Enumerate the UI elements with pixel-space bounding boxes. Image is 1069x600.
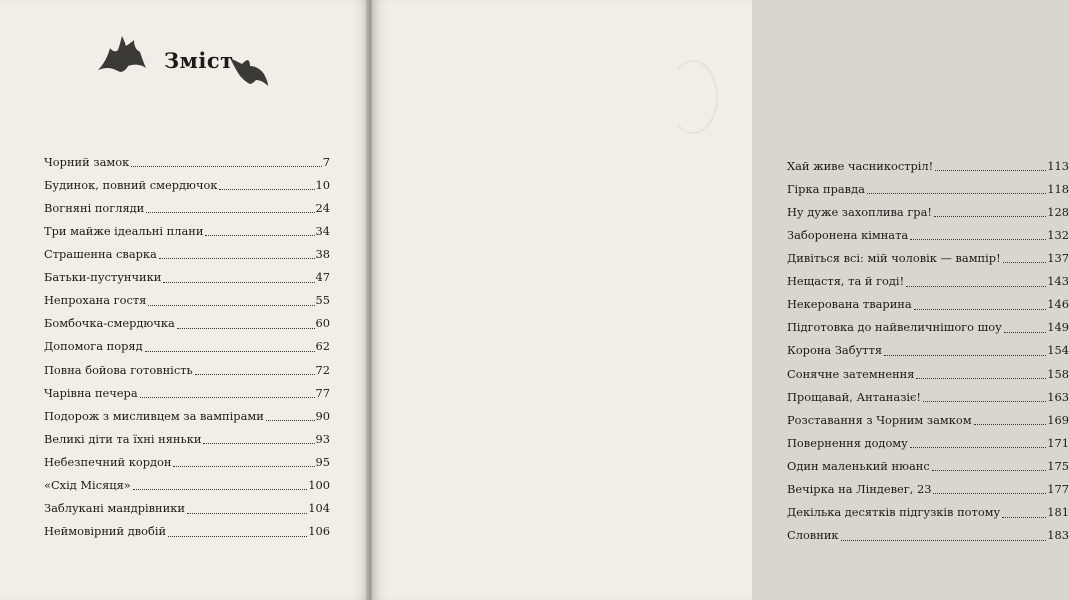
toc-entry [44,145,330,168]
page-number: 146 [1047,297,1069,312]
page-number: 113 [1047,158,1069,173]
show-through-ornament [668,60,718,134]
toc-entry [787,195,1069,218]
dot-leader [148,305,314,306]
page-number: 90 [315,408,330,423]
page-number: 104 [308,501,330,516]
page-number: 118 [1047,181,1069,196]
page-number: 62 [315,339,330,354]
chapter-title: Заборонена кімната [787,227,909,242]
toc-entry [44,353,330,376]
chapter-title: Три майже ідеальні плани [44,223,204,238]
chapter-title: Підготовка до найвеличнішого шоу [787,320,1002,335]
chapter-title: Непрохана гостя [44,293,147,308]
dot-leader [163,282,314,283]
chapter-title: Великі діти та їхні няньки [44,431,202,446]
dot-leader [195,374,315,375]
dot-leader [916,378,1046,379]
left-page [0,0,368,600]
page-number: 7 [322,154,330,169]
toc-entry [787,519,1069,542]
page-number: 128 [1047,204,1069,219]
page-number: 38 [315,247,330,262]
toc-entry [787,311,1069,334]
chapter-title: Вогняні погляди [44,200,145,215]
dot-leader [933,493,1046,494]
chapter-title: Бомбочка-смердючка [44,316,175,331]
dot-leader [910,447,1046,448]
page-number: 55 [315,293,330,308]
toc-left-list [44,145,330,538]
bat-icon [96,34,148,74]
toc-entry [787,172,1069,195]
chapter-title: Чарівна печера [44,385,138,400]
chapter-title: Ну дуже захоплива гра! [787,204,932,219]
dot-leader [133,489,308,490]
chapter-title: Небезпечний кордон [44,454,172,469]
dot-leader [1002,517,1046,518]
chapter-title: Заблукані мандрівники [44,501,185,516]
page-number: 60 [315,316,330,331]
page-number: 183 [1047,528,1069,543]
page-number: 93 [315,431,330,446]
toc-entry [787,334,1069,357]
page-title: Зміст [164,48,234,73]
dot-leader [168,536,307,537]
dot-leader [145,351,315,352]
toc-right-list [787,149,1069,542]
dot-leader [203,443,314,444]
toc-entry [787,495,1069,518]
dot-leader [923,401,1046,402]
page-number: 100 [308,478,330,492]
chapter-title: Страшенна сварка [44,247,157,262]
toc-entry [44,468,330,491]
dot-leader [173,466,314,467]
dot-leader [205,235,314,236]
page-number: 47 [315,270,330,285]
dot-leader [932,470,1046,471]
toc-entry [44,214,330,237]
toc-entry [44,491,330,514]
page-number: 95 [315,454,330,469]
toc-entry [787,426,1069,449]
page-number: 175 [1047,458,1069,473]
toc-entry [787,403,1069,426]
toc-entry [44,168,330,191]
page-number: 154 [1047,343,1069,358]
dot-leader [841,540,1047,541]
dot-leader [187,513,307,514]
dot-leader [910,239,1046,240]
toc-entry [787,449,1069,472]
toc-entry [787,288,1069,311]
chapter-title: Розставання з Чорним замком [787,412,972,427]
chapter-title: Дивіться всі: мій чоловік — вампір! [787,251,1001,266]
toc-entry [787,149,1069,172]
chapter-title: Гірка правда [787,181,865,196]
chapter-title: Прощавай, Антаназіє! [787,389,922,404]
toc-entry [44,445,330,468]
chapter-title: Повернення додому [787,435,908,450]
page-number: 137 [1047,251,1069,266]
chapter-title: Декілька десятків підгузків потому [787,505,1001,520]
chapter-title: Вечірка на Ліндевег, 23 [787,482,932,496]
page-number: 106 [308,524,330,539]
toc-entry [787,264,1069,287]
toc-entry [44,422,330,445]
dot-leader [914,309,1047,310]
page-number: 158 [1047,366,1069,381]
toc-entry [44,284,330,307]
page-number: 34 [315,223,330,238]
dot-leader [884,355,1046,356]
toc-entry [44,376,330,399]
chapter-title: Хай живе часникостріл! [787,158,934,173]
chapter-title: Батьки-пустунчики [44,270,162,285]
dot-leader [131,166,322,167]
dot-leader [140,397,315,398]
chapter-title: Корона Забуття [787,343,883,358]
toc-entry [787,472,1069,495]
chapter-title: Подорож з мисливцем за вампірами [44,408,264,423]
chapter-title: Словник [787,528,839,543]
dot-leader [934,216,1046,217]
toc-entry [787,357,1069,380]
page-number: 163 [1047,389,1069,404]
chapter-title: Неймовірний двобій [44,524,167,539]
page-number: 24 [315,200,330,215]
chapter-title: Чорний замок [44,154,130,169]
dot-leader [1003,262,1047,263]
page-number: 72 [315,362,330,377]
page-number: 143 [1047,274,1069,289]
dot-leader [974,424,1047,425]
page-number: 181 [1047,505,1069,520]
dot-leader [219,189,314,190]
page-number: 169 [1047,412,1069,427]
chapter-title: Некерована тварина [787,297,912,312]
toc-entry [44,260,330,283]
dot-leader [146,212,314,213]
chapter-title: Будинок, повний смердючок [44,177,218,192]
toc-entry [787,218,1069,241]
toc-entry [44,515,330,538]
dot-leader [159,258,315,259]
dot-leader [867,193,1046,194]
page-number: 10 [315,177,330,192]
chapter-title: Нещастя, та й годі! [787,274,905,289]
page-number: 177 [1047,482,1069,496]
toc-entry [44,307,330,330]
toc-entry [44,191,330,214]
toc-entry [787,380,1069,403]
dot-leader [906,286,1046,287]
chapter-title: Повна бойова готовність [44,362,193,377]
bat-icon [228,52,270,88]
toc-entry [44,330,330,353]
toc-entry [787,241,1069,264]
chapter-title: Один маленький нюанс [787,458,930,473]
chapter-title: «Схід Місяця» [44,478,131,492]
dot-leader [266,420,315,421]
right-page [372,0,1069,600]
page-number: 132 [1047,227,1069,242]
dot-leader [1004,332,1046,333]
chapter-title: Допомога поряд [44,339,143,354]
dot-leader [935,170,1046,171]
page-number: 171 [1047,435,1069,450]
page-number: 149 [1047,320,1069,335]
page-number: 77 [315,385,330,400]
chapter-title: Сонячне затемнення [787,366,915,381]
toc-entry [44,399,330,422]
dot-leader [177,328,315,329]
toc-entry [44,237,330,260]
